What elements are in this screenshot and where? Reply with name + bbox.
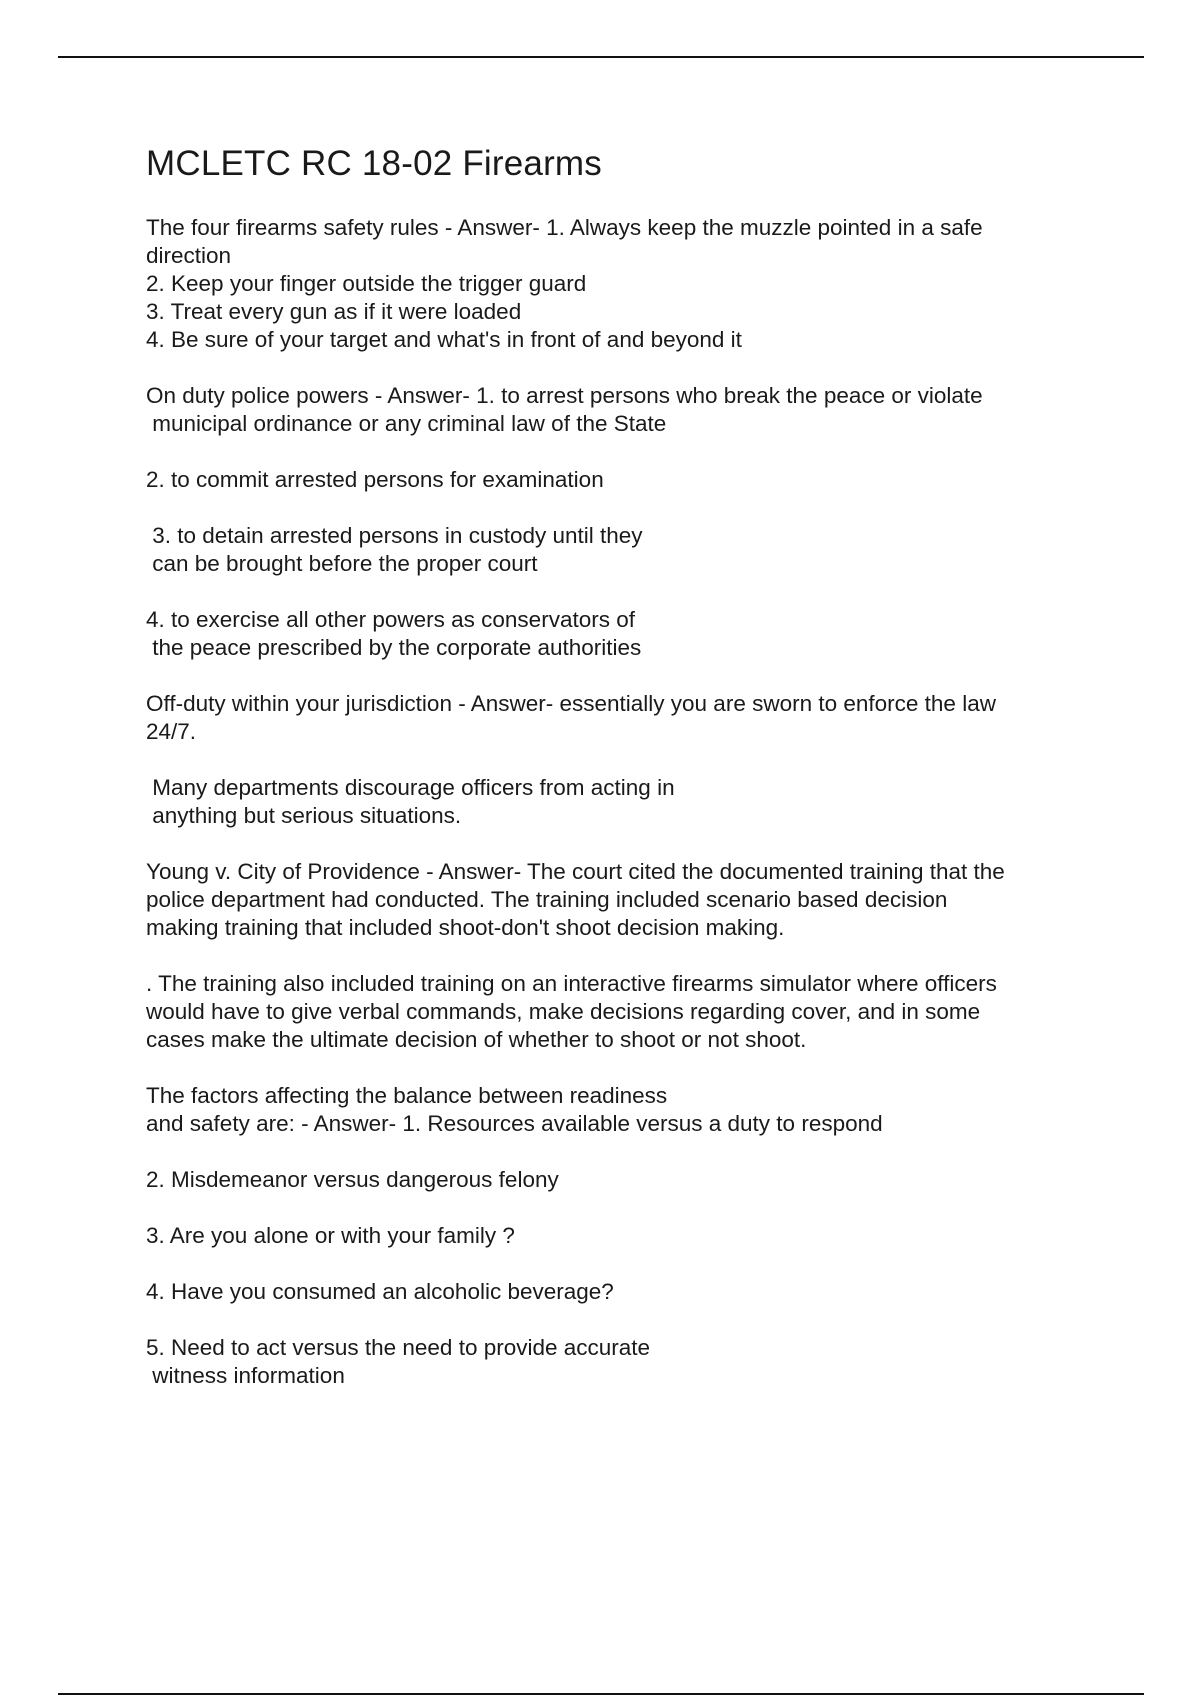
- flashcard-entry-alone-or-family: [146, 1222, 1096, 1250]
- entry-line: the peace prescribed by the corporate authorities: [146, 635, 642, 660]
- paragraph-gap: [146, 438, 1096, 466]
- entry-line: The factors affecting the balance between readiness: [146, 1083, 668, 1108]
- paragraph-gap: [146, 1194, 1096, 1222]
- flashcard-entry-alcohol: [146, 1278, 1096, 1306]
- top-divider: [58, 56, 1144, 58]
- paragraph-gap: [146, 830, 1096, 858]
- flashcard-entry-misdemeanor: [146, 1166, 1096, 1194]
- entry-line: 24/7.: [146, 719, 197, 744]
- entry-line: witness information: [146, 1363, 345, 1388]
- entry-line: and safety are: - Answer- 1. Resources available versus a duty to respond: [146, 1111, 883, 1136]
- flashcard-entry-witness-info: [146, 1334, 1096, 1390]
- entry-line: 4. Have you consumed an alcoholic beverage?: [146, 1279, 614, 1304]
- flashcard-list: [146, 214, 1096, 1390]
- entry-line: anything but serious situations.: [146, 803, 462, 828]
- page-title: MCLETC RC 18-02 Firearms: [146, 144, 602, 183]
- entry-line: 3. Are you alone or with your family ?: [146, 1223, 515, 1248]
- entry-line: . The training also included training on an interactive firearms simulator where officers: [146, 971, 997, 996]
- flashcard-entry-departments-discourage: [146, 774, 1096, 830]
- flashcard-entry-conservators: [146, 606, 1096, 662]
- entry-line: 2. to commit arrested persons for examination: [146, 467, 604, 492]
- paragraph-gap: [146, 354, 1096, 382]
- flashcard-entry-young-v-providence: [146, 858, 1096, 942]
- flashcard-entry-commit-arrested: [146, 466, 1096, 494]
- paragraph-gap: [146, 578, 1096, 606]
- entry-line: 5. Need to act versus the need to provide accurate: [146, 1335, 651, 1360]
- flashcard-entry-detain-arrested: [146, 522, 1096, 578]
- entry-line: 2. Keep your finger outside the trigger guard: [146, 271, 587, 296]
- paragraph-gap: [146, 1250, 1096, 1278]
- paragraph-gap: [146, 1306, 1096, 1334]
- entry-line: 4. to exercise all other powers as conservators of: [146, 607, 635, 632]
- entry-line: Off-duty within your jurisdiction - Answer- essentially you are sworn to enforce the law: [146, 691, 996, 716]
- paragraph-gap: [146, 1054, 1096, 1082]
- flashcard-entry-on-duty-powers: [146, 382, 1096, 438]
- entry-line: would have to give verbal commands, make decisions regarding cover, and in some: [146, 999, 981, 1024]
- entry-line: municipal ordinance or any criminal law of the State: [146, 411, 667, 436]
- paragraph-gap: [146, 1138, 1096, 1166]
- entry-line: 4. Be sure of your target and what's in front of and beyond it: [146, 327, 742, 352]
- entry-line: making training that included shoot-don't shoot decision making.: [146, 915, 785, 940]
- entry-line: direction: [146, 243, 232, 268]
- entry-line: police department had conducted. The training included scenario based decision: [146, 887, 948, 912]
- entry-line: Many departments discourage officers from acting in: [146, 775, 675, 800]
- flashcard-entry-readiness-safety: [146, 1082, 1096, 1138]
- entry-line: can be brought before the proper court: [146, 551, 538, 576]
- entry-line: On duty police powers - Answer- 1. to arrest persons who break the peace or violate: [146, 383, 983, 408]
- bottom-divider: [58, 1693, 1144, 1695]
- paragraph-gap: [146, 662, 1096, 690]
- flashcard-entry-safety-rules: [146, 214, 1096, 354]
- entry-line: 3. to detain arrested persons in custody until they: [146, 523, 643, 548]
- entry-line: 2. Misdemeanor versus dangerous felony: [146, 1167, 559, 1192]
- entry-line: cases make the ultimate decision of whether to shoot or not shoot.: [146, 1027, 807, 1052]
- entry-line: Young v. City of Providence - Answer- The court cited the documented training that the: [146, 859, 1005, 884]
- paragraph-gap: [146, 494, 1096, 522]
- flashcard-entry-off-duty: [146, 690, 1096, 746]
- paragraph-gap: [146, 942, 1096, 970]
- paragraph-gap: [146, 746, 1096, 774]
- flashcard-entry-simulator-training: [146, 970, 1096, 1054]
- entry-line: 3. Treat every gun as if it were loaded: [146, 299, 522, 324]
- entry-line: The four firearms safety rules - Answer- 1. Always keep the muzzle pointed in a safe: [146, 215, 983, 240]
